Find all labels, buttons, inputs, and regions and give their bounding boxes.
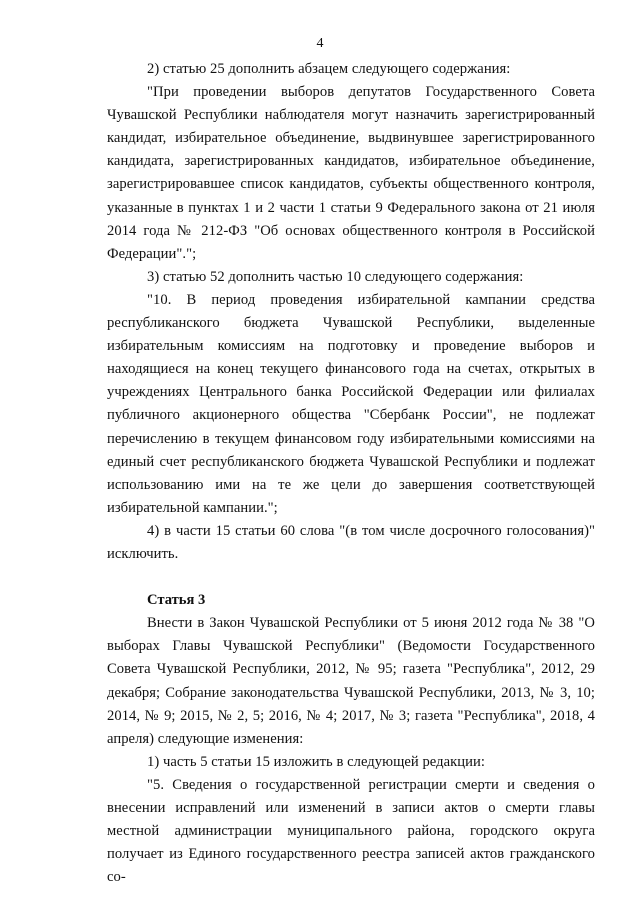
document-body bbox=[107, 58, 595, 889]
paragraph-quote-part-10: "10. В период проведения избирательной кампании средства республиканского бюджета Чувашской Республики, выделенные избирательным комиссиям на подготовку и проведение выборов и находящиеся на конец текущего финансового года на счетах, открытых в учреждениях Центрального банка Российской Федерации или филиалах публичного акционерного общества "Сбербанк России", не подлежат перечислению в текущем финансовом году избирательными комиссиями на единый счет республиканского бюджета Чувашской Республики и подлежат использованию ими на те же цели до завершения соответствующей избирательной кампании."; bbox=[107, 291, 595, 516]
article-heading: Статья 3 bbox=[147, 592, 206, 609]
paragraph-item-2: 2) статью 25 дополнить абзацем следующего содержания: bbox=[147, 61, 511, 77]
page-number: 4 bbox=[316, 36, 324, 51]
paragraph-item-4: 4) в части 15 статьи 60 слова "(в том числе досрочного голосования)" исключить. bbox=[107, 522, 595, 562]
section-gap bbox=[107, 566, 595, 589]
paragraph-article-3-intro: Внести в Закон Чувашской Республики от 5 июня 2012 года № 38 "О выборах Главы Чувашской Республики" (Ведомости Государственного Совета Чувашской Республики, 2012, № 95; газета "Республика", 2012, 29 декабря; Собрание законодательства Чувашской Республики, 2013, № 3, 10; 2014, № 9; 2015, № 2, 5; 2016, № 4; 2017, № 3; газета "Республика", 2018, 4 апреля) следующие изменения: bbox=[107, 615, 595, 747]
paragraph-quote-article-25: "При проведении выборов депутатов Государственного Совета Чувашской Республики наблюдателя могут назначить зарегистрированный кандидат, избирательное объединение, выдвинувшее зарегистрированного кандидата, зарегистрированных кандидатов, избирательное объединение, зарегистрировавшее список кандидатов, субъекты общественного контроля, указанные в пунктах 1 и 2 части 1 статьи 9 Федерального закона от 21 июля 2014 года № 212-ФЗ "Об основах общественного контроля в Российской Федерации"."; bbox=[107, 84, 595, 262]
paragraph-item-3: 3) статью 52 дополнить частью 10 следующего содержания: bbox=[147, 268, 524, 285]
paragraph-quote-part-5: "5. Сведения о государственной регистрации смерти и сведения о внесении исправлений или изменений в записи актов о смерти главы местной администрации муниципального района, городского округа получает из Единого государственного реестра записей актов гражданского со- bbox=[107, 776, 595, 886]
paragraph-item-1: 1) часть 5 статьи 15 изложить в следующей редакции: bbox=[147, 753, 485, 770]
